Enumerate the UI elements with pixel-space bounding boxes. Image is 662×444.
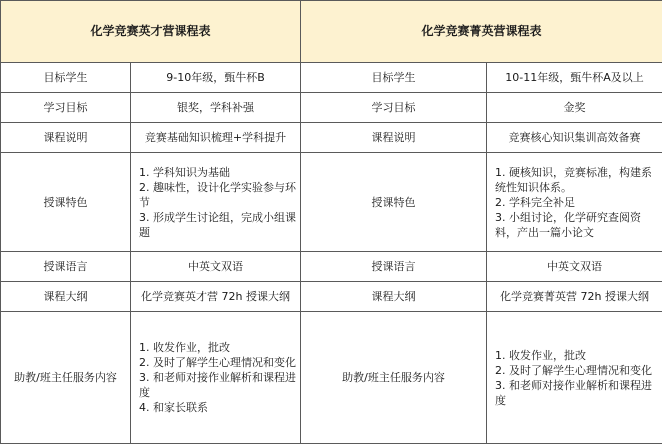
left-row-label: 助教/班主任服务内容	[1, 312, 131, 444]
list-item: 2. 及时了解学生心理情况和变化	[139, 355, 296, 370]
table-title-right: 化学竞赛菁英营课程表	[301, 1, 662, 63]
right-item-list	[491, 348, 658, 408]
table-row	[1, 123, 662, 153]
list-item: 1. 学科知识为基础	[139, 165, 296, 180]
list-item: 1. 硬核知识，竞赛标准，构建系统性知识体系。	[495, 165, 658, 195]
right-row-label: 课程说明	[301, 123, 487, 153]
table-title-left: 化学竞赛英才营课程表	[1, 1, 301, 63]
list-item: 1. 收发作业，批改	[495, 348, 658, 363]
right-row-value: 竞赛核心知识集训高效备赛	[487, 123, 662, 153]
list-item: 2. 学科完全补足	[495, 195, 658, 210]
right-row-value: 金奖	[487, 93, 662, 123]
right-row-label: 课程大纲	[301, 282, 487, 312]
list-item: 3. 小组讨论，化学研究查阅资料，产出一篇小论文	[495, 210, 658, 240]
list-item: 3. 形成学生讨论组，完成小组课题	[139, 210, 296, 240]
left-row-label: 授课语言	[1, 252, 131, 282]
left-row-value: 银奖，学科补强	[131, 93, 301, 123]
left-row-list	[131, 153, 301, 252]
left-item-list	[135, 340, 296, 415]
left-row-value: 中英文双语	[131, 252, 301, 282]
right-row-label: 授课特色	[301, 153, 487, 252]
list-item: 1. 收发作业，批改	[139, 340, 296, 355]
table-row	[1, 312, 662, 444]
left-row-value: 竞赛基础知识梳理+学科提升	[131, 123, 301, 153]
right-row-value: 10-11年级，甄牛杯A及以上	[487, 63, 662, 93]
left-row-label: 目标学生	[1, 63, 131, 93]
left-row-value: 9-10年级，甄牛杯B	[131, 63, 301, 93]
right-row-label: 助教/班主任服务内容	[301, 312, 487, 444]
left-row-label: 课程大纲	[1, 282, 131, 312]
right-row-label: 学习目标	[301, 93, 487, 123]
table-row	[1, 282, 662, 312]
right-item-list	[491, 165, 658, 240]
left-row-label: 学习目标	[1, 93, 131, 123]
right-row-label: 授课语言	[301, 252, 487, 282]
right-row-list	[487, 312, 662, 444]
left-row-label: 授课特色	[1, 153, 131, 252]
list-item: 2. 及时了解学生心理情况和变化	[495, 363, 658, 378]
right-row-value: 中英文双语	[487, 252, 662, 282]
right-row-label: 目标学生	[301, 63, 487, 93]
left-row-list	[131, 312, 301, 444]
table-row	[1, 252, 662, 282]
right-row-value: 化学竞赛菁英营 72h 授课大纲	[487, 282, 662, 312]
list-item: 3. 和老师对接作业解析和课程进度	[495, 378, 658, 408]
list-item: 3. 和老师对接作业解析和课程进度	[139, 370, 296, 400]
right-row-list	[487, 153, 662, 252]
left-row-value: 化学竞赛英才营 72h 授课大纲	[131, 282, 301, 312]
table-row	[1, 93, 662, 123]
left-row-label: 课程说明	[1, 123, 131, 153]
table-row	[1, 63, 662, 93]
list-item: 2. 趣味性，设计化学实验参与环节	[139, 180, 296, 210]
list-item: 4. 和家长联系	[139, 400, 296, 415]
table-row	[1, 153, 662, 252]
left-item-list	[135, 165, 296, 240]
